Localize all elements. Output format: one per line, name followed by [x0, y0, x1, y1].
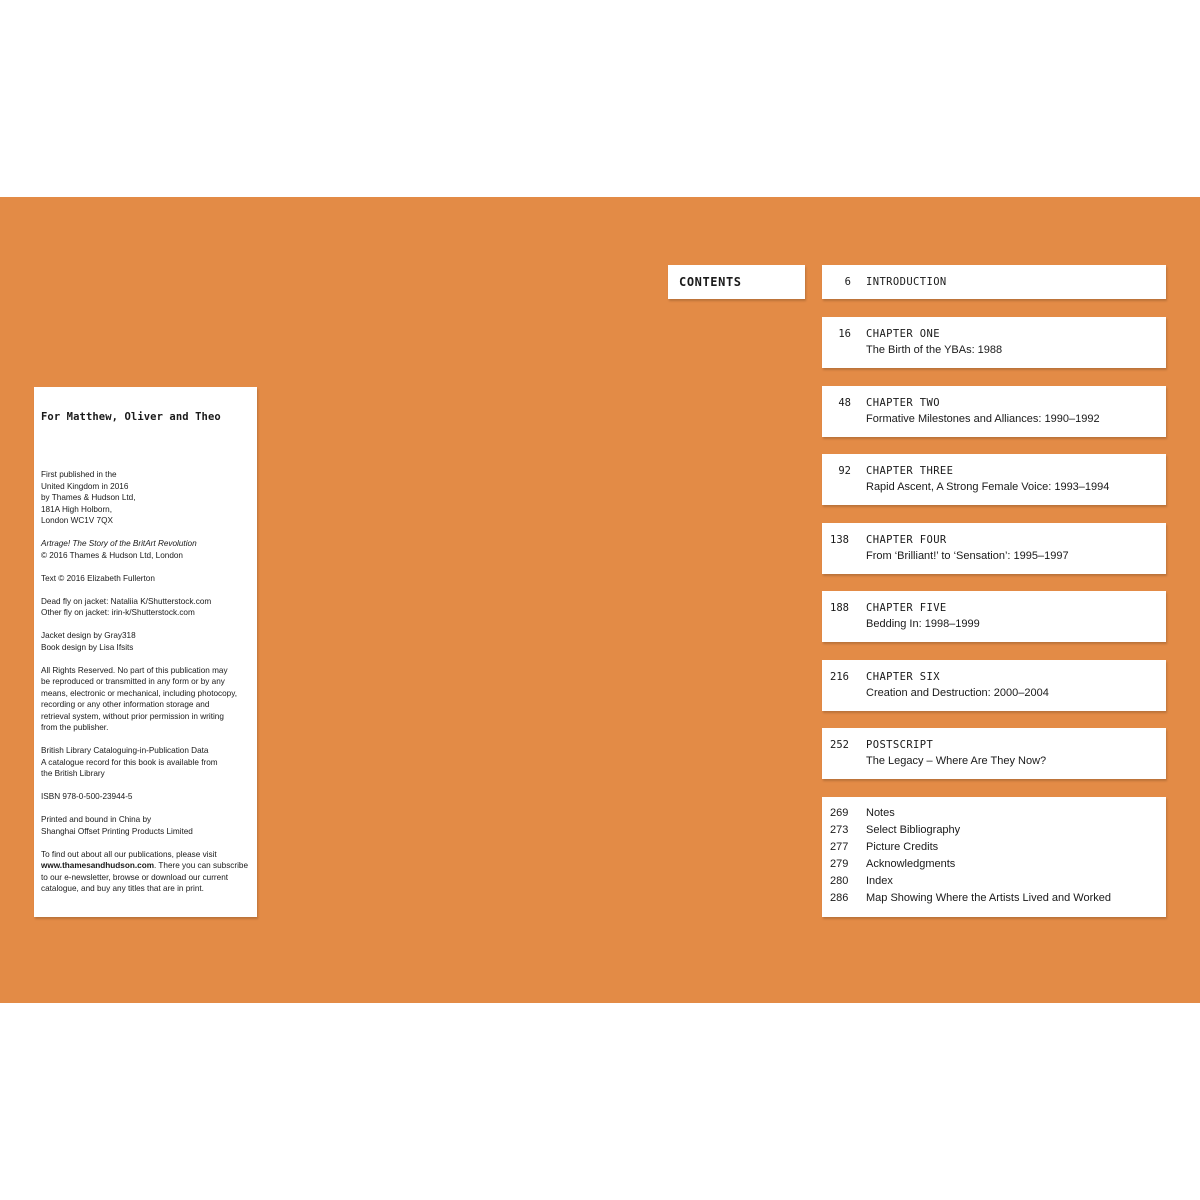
book-copyright-block	[41, 538, 250, 561]
toc-entry-chapter-six[interactable]	[822, 660, 1166, 711]
book-spread	[0, 197, 1200, 1003]
toc-back-matter	[822, 797, 1166, 917]
publications-rest: . There you can subscribe to our e-newsletter, browse or download our current catalogue, and buy any titles that are in print.	[41, 861, 249, 893]
toc-page-number: 92	[838, 465, 851, 477]
imprint-panel	[34, 387, 257, 917]
printed-by: Printed and bound in China by Shanghai Offset Printing Products Limited	[41, 815, 193, 836]
book-title: Artrage! The Story of the BritArt Revolution	[41, 539, 197, 548]
toc-title: CHAPTER FIVE	[866, 602, 947, 614]
toc-entry-map[interactable]	[822, 892, 1166, 909]
toc-entry-chapter-two[interactable]	[822, 386, 1166, 437]
toc-entry-acknowledgments[interactable]	[822, 858, 1166, 875]
toc-entry-index[interactable]	[822, 875, 1166, 892]
toc-title: Map Showing Where the Artists Lived and Worked	[866, 892, 1111, 904]
toc-subtitle: Rapid Ascent, A Strong Female Voice: 1993–1994	[866, 481, 1110, 493]
toc-entry-postscript[interactable]	[822, 728, 1166, 779]
toc-entry-chapter-three[interactable]	[822, 454, 1166, 505]
design-credits: Jacket design by Gray318 Book design by Lisa Ifsits	[41, 631, 136, 652]
toc-entry-picture-credits[interactable]	[822, 841, 1166, 858]
toc-page-number: 280	[830, 875, 849, 887]
toc-page-number: 286	[830, 892, 849, 904]
publications-note	[41, 849, 250, 895]
toc-title: CHAPTER SIX	[866, 671, 940, 683]
toc-title: INTRODUCTION	[866, 276, 947, 288]
toc-page-number: 269	[830, 807, 849, 819]
toc-title: CHAPTER THREE	[866, 465, 954, 477]
toc-entry-chapter-four[interactable]	[822, 523, 1166, 574]
toc-page-number: 138	[830, 534, 849, 546]
toc-subtitle: Creation and Destruction: 2000–2004	[866, 687, 1049, 699]
toc-entry-chapter-five[interactable]	[822, 591, 1166, 642]
toc-title: Picture Credits	[866, 841, 939, 853]
isbn: ISBN 978-0-500-23944-5	[41, 792, 133, 801]
toc-subtitle: Bedding In: 1998–1999	[866, 618, 980, 630]
contents-heading: CONTENTS	[679, 275, 742, 289]
contents-label	[668, 265, 805, 299]
toc-title: POSTSCRIPT	[866, 739, 934, 751]
text-copyright: Text © 2016 Elizabeth Fullerton	[41, 573, 155, 583]
toc-page-number: 6	[844, 276, 851, 288]
toc-entry-introduction[interactable]	[822, 265, 1166, 299]
toc-title: Acknowledgments	[866, 858, 956, 870]
toc-subtitle: The Legacy – Where Are They Now?	[866, 755, 1047, 767]
publications-intro: To find out about all our publications, please visit	[41, 849, 217, 859]
toc-title: CHAPTER FOUR	[866, 534, 947, 546]
dedication: For Matthew, Oliver and Theo	[41, 411, 221, 423]
toc-subtitle: The Birth of the YBAs: 1988	[866, 344, 1003, 356]
toc-page-number: 216	[830, 671, 849, 683]
rights-statement: All Rights Reserved. No part of this publication may be reproduced or transmitted in any form or by any means, electronic or mechanical, including photocopy, recording or any other information storage and retrieval system, without prior permission in writing from the publisher.	[41, 665, 237, 732]
jacket-credits: Dead fly on jacket: Nataliia K/Shutterstock.com Other fly on jacket: irin-k/Shutterstock.com	[41, 596, 212, 617]
toc-title: Index	[866, 875, 893, 887]
toc-title: CHAPTER ONE	[866, 328, 940, 340]
toc-entry-bibliography[interactable]	[822, 824, 1166, 841]
toc-title: Select Bibliography	[866, 824, 961, 836]
toc-entry-notes[interactable]	[822, 807, 1166, 824]
toc-page-number: 48	[838, 397, 851, 409]
toc-page-number: 188	[830, 602, 849, 614]
book-copyright: © 2016 Thames & Hudson Ltd, London	[41, 550, 183, 560]
toc-title: CHAPTER TWO	[866, 397, 940, 409]
toc-page-number: 252	[830, 739, 849, 751]
publisher-url[interactable]: www.thamesandhudson.com	[41, 861, 154, 870]
toc-entry-chapter-one[interactable]	[822, 317, 1166, 368]
toc-page-number: 277	[830, 841, 849, 853]
toc-page-number: 273	[830, 824, 849, 836]
toc-page-number: 279	[830, 858, 849, 870]
first-published: First published in the United Kingdom in 2016 by Thames & Hudson Ltd, 181A High Holborn, London WC1V 7QX	[41, 470, 136, 525]
toc-subtitle: Formative Milestones and Alliances: 1990–1992	[866, 413, 1100, 425]
toc-subtitle: From ‘Brilliant!’ to ‘Sensation’: 1995–1997	[866, 550, 1069, 562]
cip-data: British Library Cataloguing-in-Publication Data A catalogue record for this book is available from the British Library	[41, 746, 218, 778]
toc-page-number: 16	[838, 328, 851, 340]
toc-title: Notes	[866, 807, 895, 819]
